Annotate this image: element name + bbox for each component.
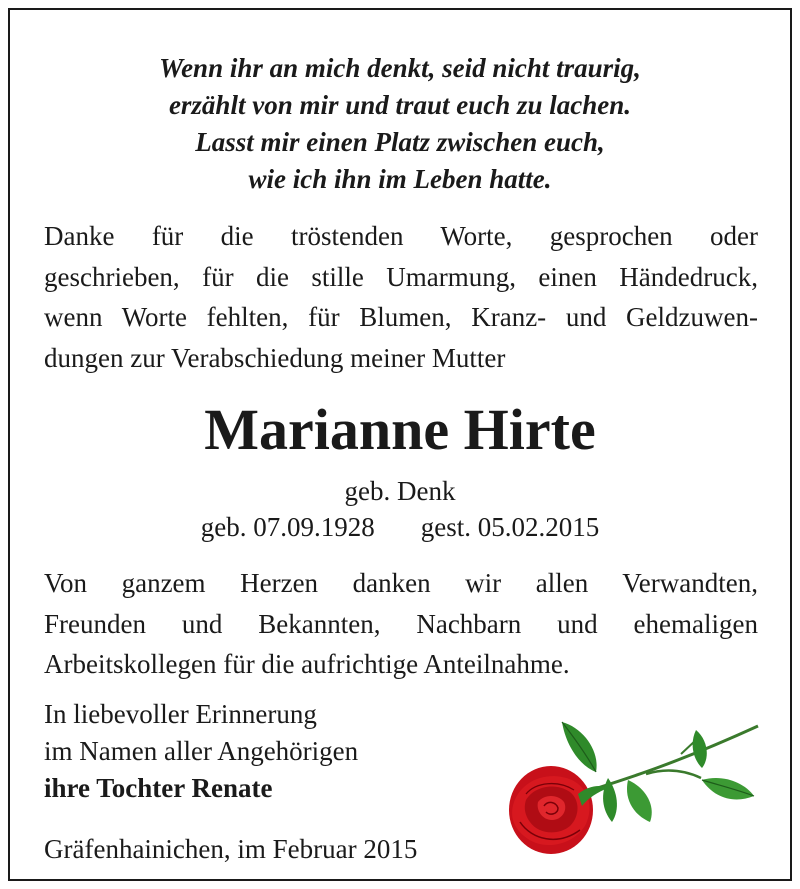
red-rose-icon [496, 710, 766, 860]
signature-line: In liebevoller Erinnerung [44, 699, 317, 729]
birth-date: geb. 07.09.1928 [200, 512, 375, 542]
deceased-name: Marianne Hirte [204, 397, 596, 462]
thanks-line: geschrieben, für die stille Umarmung, einen Händedruck, [44, 261, 758, 292]
place-and-date: Gräfenhainichen, im Februar 2015 [44, 834, 418, 864]
poem-line: Lasst mir einen Platz zwischen euch, [195, 127, 605, 157]
maiden-name: geb. Denk [344, 476, 456, 506]
signature-line: im Namen aller Angehörigen [44, 736, 359, 766]
signature-block [44, 696, 358, 807]
gratitude-line: Arbeitskollegen für die aufrichtige Anteilnahme. [44, 649, 570, 679]
thanks-line: Danke für die tröstenden Worte, gesprochen oder [44, 221, 758, 251]
death-date: gest. 05.02.2015 [420, 512, 600, 542]
gratitude-line: Freunden und Bekannten, Nachbarn und ehemaligen [44, 608, 758, 639]
obituary-notice [8, 8, 792, 881]
gratitude-line: Von ganzem Herzen danken wir allen Verwandten, [44, 568, 758, 598]
life-dates [10, 510, 790, 544]
thanks-paragraph [44, 216, 758, 378]
poem [10, 50, 790, 198]
poem-line: Wenn ihr an mich denkt, seid nicht traurig, [159, 53, 641, 83]
thanks-line: wenn Worte fehlten, für Blumen, Kranz- und Geldzuwen- [44, 302, 758, 332]
poem-line: erzählt von mir und traut euch zu lachen. [168, 90, 632, 120]
signature-name: ihre Tochter Renate [44, 773, 273, 803]
thanks-line: dungen zur Verabschiedung meiner Mutter [44, 342, 506, 373]
gratitude-paragraph [44, 563, 758, 685]
poem-line: wie ich ihn im Leben hatte. [248, 164, 552, 194]
